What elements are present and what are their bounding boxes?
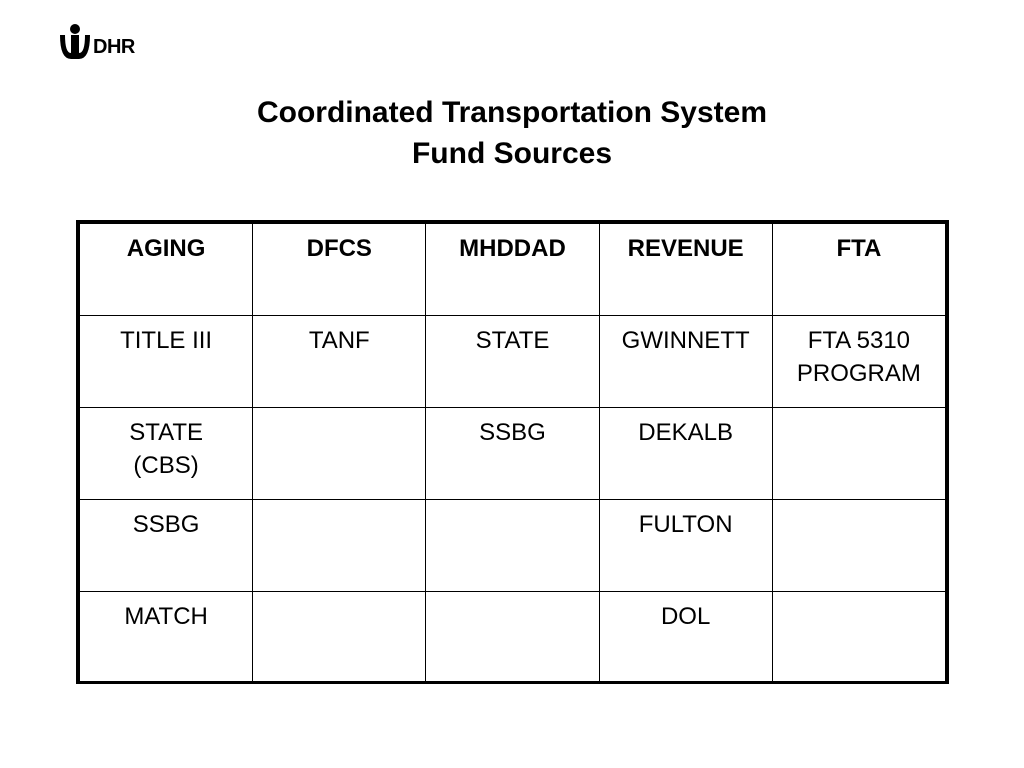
- table-cell: [599, 500, 772, 592]
- header-revenue: REVENUE: [599, 224, 772, 316]
- cell-text: SSBG: [479, 419, 546, 446]
- table-cell: [426, 500, 599, 592]
- table-row: [80, 592, 946, 684]
- table-header-row: [80, 224, 946, 316]
- table-cell: [426, 592, 599, 684]
- table-cell: [253, 500, 426, 592]
- cell-text: DEKALB: [638, 419, 734, 446]
- header-fta: FTA: [772, 224, 945, 316]
- table-cell: [253, 316, 426, 408]
- cell-text: PROGRAM: [796, 360, 921, 387]
- dhr-figure-icon: [58, 23, 92, 61]
- title-line-1: Coordinated Transportation System: [256, 96, 768, 129]
- table-cell: [426, 316, 599, 408]
- cell-text: (CBS): [133, 452, 199, 479]
- table-cell: [80, 408, 253, 500]
- table-cell: [253, 592, 426, 684]
- title-line-2: Fund Sources: [411, 137, 613, 170]
- cell-text: FULTON: [638, 511, 733, 538]
- cell-text: MATCH: [124, 603, 208, 630]
- table-cell: [772, 500, 945, 592]
- table-cell: [772, 316, 945, 408]
- table-cell: [80, 500, 253, 592]
- table-cell: [426, 408, 599, 500]
- table-row: [80, 316, 946, 408]
- cell-text: STATE: [475, 327, 550, 354]
- cell-text: FTA 5310: [807, 327, 911, 354]
- header-dfcs: DFCS: [253, 224, 426, 316]
- table-cell: [599, 408, 772, 500]
- fund-sources-grid: [79, 223, 946, 684]
- table-row: [80, 500, 946, 592]
- cell-text: TANF: [308, 327, 370, 354]
- logo-text: DHR: [93, 35, 135, 58]
- table-cell: [253, 408, 426, 500]
- table-cell: [599, 592, 772, 684]
- header-aging: AGING: [80, 224, 253, 316]
- table-cell: [80, 592, 253, 684]
- dhr-logo: [58, 22, 135, 62]
- table-cell: [599, 316, 772, 408]
- header-mhddad: MHDDAD: [426, 224, 599, 316]
- cell-text: SSBG: [132, 511, 200, 538]
- table-row: [80, 408, 946, 500]
- table-cell: [772, 408, 945, 500]
- page-title: [0, 92, 1024, 174]
- cell-text: DOL: [660, 603, 711, 630]
- table-cell: [772, 592, 945, 684]
- cell-text: STATE: [129, 419, 203, 446]
- cell-text: GWINNETT: [621, 327, 750, 354]
- cell-text: TITLE III: [120, 327, 213, 354]
- fund-sources-table: [76, 220, 949, 684]
- table-cell: [80, 316, 253, 408]
